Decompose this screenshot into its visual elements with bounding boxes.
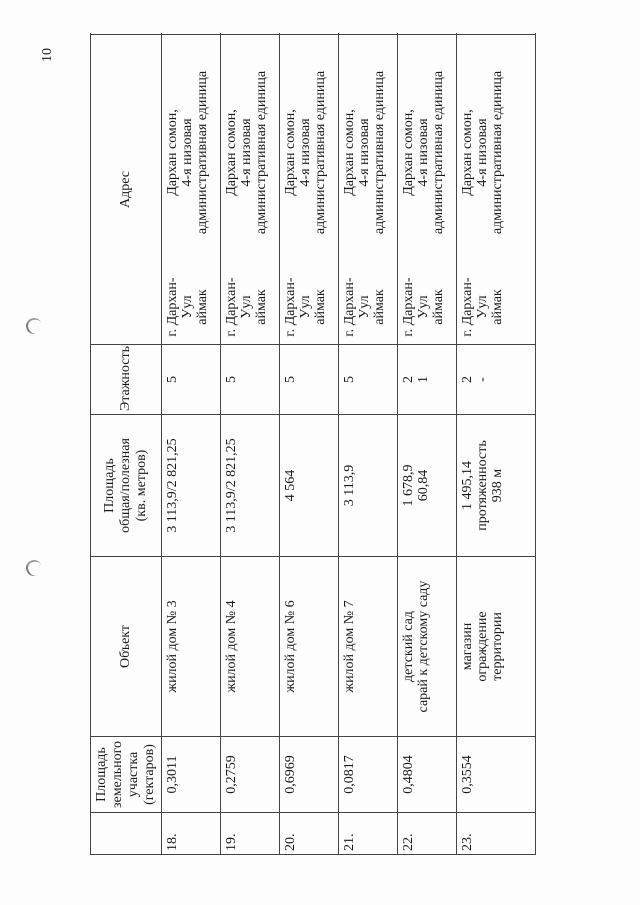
row-number: 18. — [162, 813, 221, 855]
address-city: г. Дархан- Уул аймак — [460, 277, 505, 337]
floor-count: 2 - — [457, 345, 536, 415]
table-row — [457, 35, 536, 855]
table-row — [339, 35, 398, 855]
punch-hole-mark — [24, 316, 45, 337]
row-number: 21. — [339, 813, 398, 855]
object-name: жилой дом № 3 — [162, 557, 221, 737]
header-floor-area: Площадь общая/полезная (кв. метров) — [91, 415, 162, 557]
address — [339, 35, 398, 345]
address — [457, 35, 536, 345]
floor-area: 4 564 — [280, 415, 339, 557]
row-number: 20. — [280, 813, 339, 855]
header-area: Площадь земельного участка (гектаров) — [91, 737, 162, 813]
object-name: жилой дом № 4 — [221, 557, 280, 737]
floor-count: 2 1 — [398, 345, 457, 415]
address-city: г. Дархан- Уул аймак — [401, 277, 446, 337]
floor-area: 1 495,14 протяженность 938 м — [457, 415, 536, 557]
address-district: Дархан сомон, 4-я низовая административная единица — [460, 70, 505, 235]
address-district: Дархан сомон, 4-я низовая административная единица — [401, 70, 446, 235]
floor-area: 3 113,9/2 821,25 — [221, 415, 280, 557]
floor-area: 1 678,9 60,84 — [398, 415, 457, 557]
table-row — [280, 35, 339, 855]
address — [162, 35, 221, 345]
plot-area: 0,0817 — [339, 737, 398, 813]
plot-area: 0,4804 — [398, 737, 457, 813]
floor-area: 3 113,9 — [339, 415, 398, 557]
address-district: Дархан сомон, 4-я низовая административная единица — [224, 70, 269, 235]
address-city: г. Дархан- Уул аймак — [283, 277, 328, 337]
floor-count: 5 — [221, 345, 280, 415]
table-row — [162, 35, 221, 855]
object-name: жилой дом № 6 — [280, 557, 339, 737]
row-number: 23. — [457, 813, 536, 855]
address-city: г. Дархан- Уул аймак — [224, 277, 269, 337]
plot-area: 0,3011 — [162, 737, 221, 813]
object-name: магазин ограждение территории — [457, 557, 536, 737]
floor-area: 3 113,9/2 821,25 — [162, 415, 221, 557]
address-city: г. Дархан- Уул аймак — [342, 277, 387, 337]
page-number: 10 — [40, 48, 55, 62]
plot-area: 0,6969 — [280, 737, 339, 813]
land-plots-table — [90, 34, 536, 855]
rotated-table-container — [90, 35, 530, 855]
header-num — [91, 813, 162, 855]
floor-count: 5 — [162, 345, 221, 415]
address-district: Дархан сомон, 4-я низовая административная единица — [283, 70, 328, 235]
object-name: жилой дом № 7 — [339, 557, 398, 737]
plot-area: 0,2759 — [221, 737, 280, 813]
object-name: детский сад сарай к детскому саду — [398, 557, 457, 737]
header-object: Объект — [91, 557, 162, 737]
row-number: 22. — [398, 813, 457, 855]
punch-hole-mark — [24, 558, 45, 579]
header-floors: Этажность — [91, 345, 162, 415]
header-address: Адрес — [91, 35, 162, 345]
floor-count: 5 — [280, 345, 339, 415]
address — [280, 35, 339, 345]
table-row — [221, 35, 280, 855]
address — [221, 35, 280, 345]
table-header-row — [91, 35, 162, 855]
table-row — [398, 35, 457, 855]
address-district: Дархан сомон, 4-я низовая административная единица — [165, 70, 210, 235]
floor-count: 5 — [339, 345, 398, 415]
address-city: г. Дархан- Уул аймак — [165, 277, 210, 337]
plot-area: 0,3554 — [457, 737, 536, 813]
row-number: 19. — [221, 813, 280, 855]
address — [398, 35, 457, 345]
address-district: Дархан сомон, 4-я низовая административная единица — [342, 70, 387, 235]
